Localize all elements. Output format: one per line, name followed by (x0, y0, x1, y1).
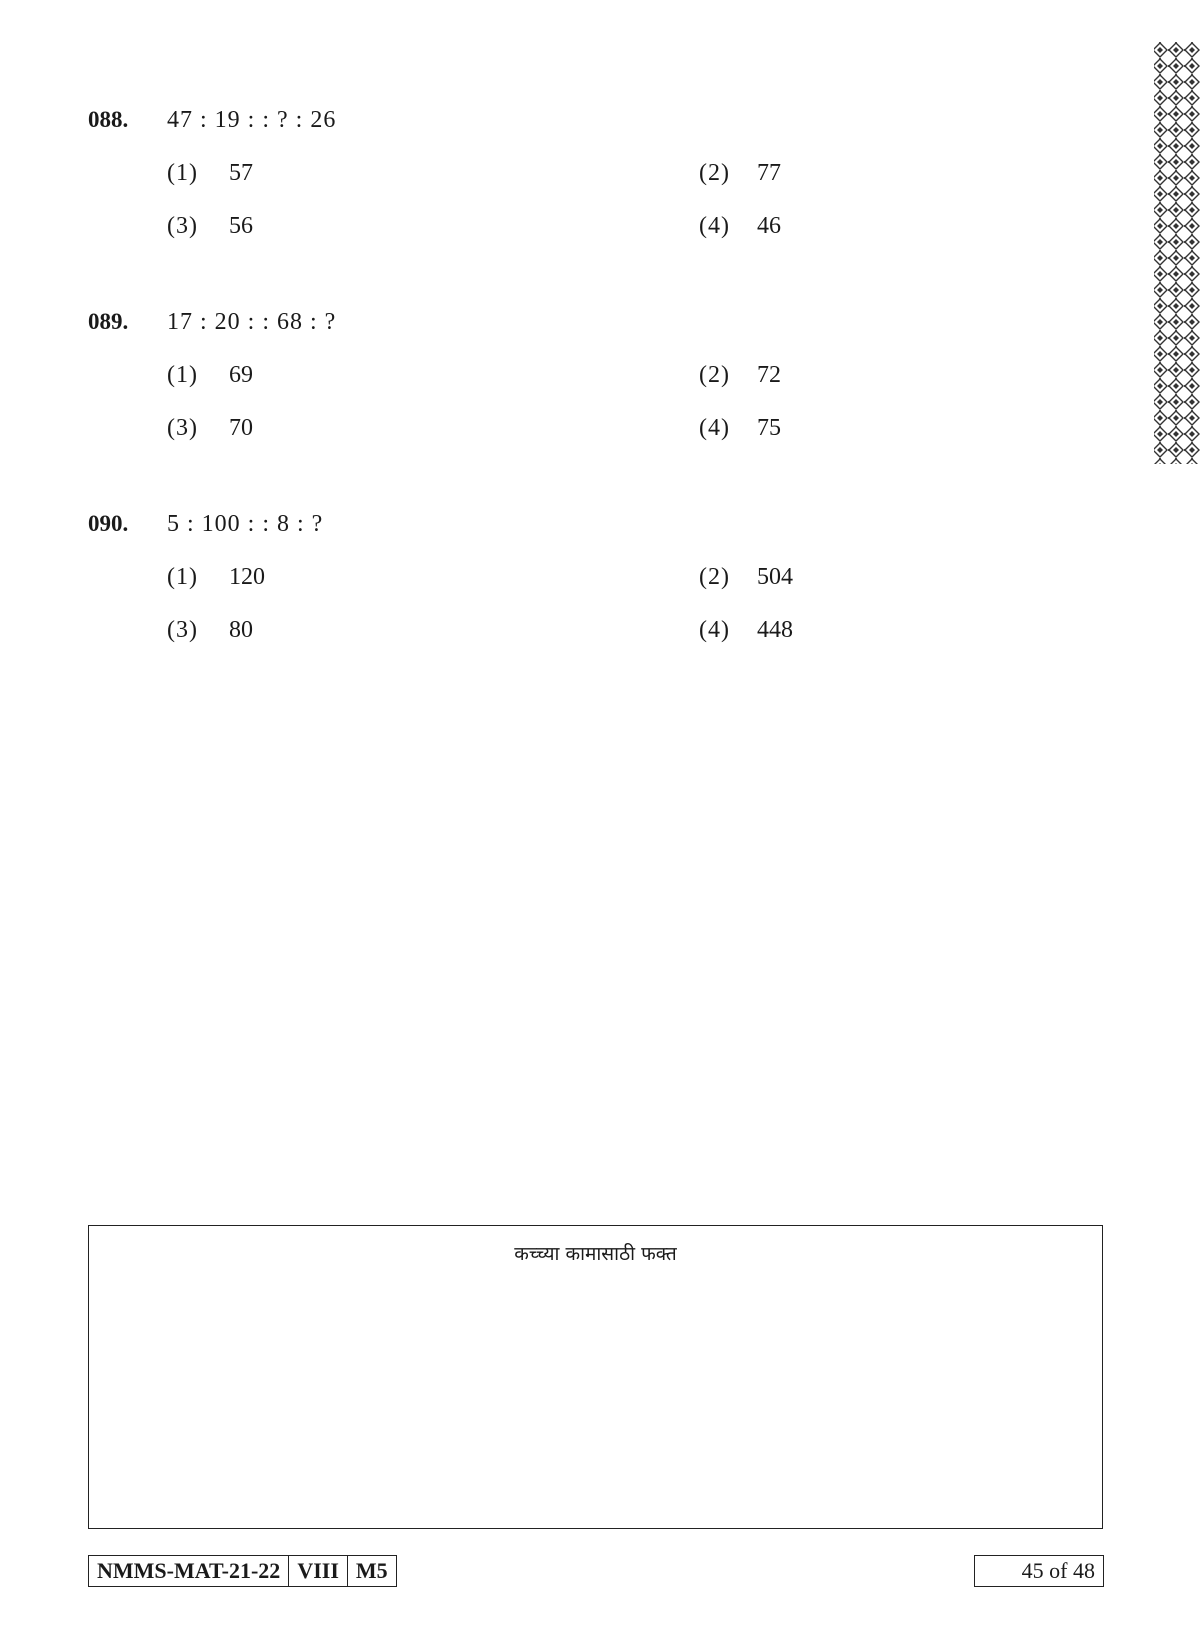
question-number: 088. (88, 107, 129, 132)
option-1[interactable] (167, 563, 265, 591)
option-2[interactable] (699, 563, 793, 591)
paper-code: NMMS-MAT-21-22 (97, 1558, 281, 1583)
option-value: 80 (229, 617, 253, 643)
option-value: 75 (757, 415, 781, 441)
side-ornament-border (1152, 42, 1200, 464)
rough-work-box (88, 1225, 1103, 1529)
option-number: (1) (167, 362, 198, 388)
question-number: 090. (88, 511, 129, 536)
option-value: 72 (757, 362, 781, 388)
option-value: 46 (757, 213, 781, 239)
option-value: 448 (757, 617, 793, 643)
option-1[interactable] (167, 361, 253, 389)
option-value: 57 (229, 160, 253, 186)
option-number: (2) (699, 564, 730, 590)
class-code: VIII (288, 1556, 347, 1586)
option-number: (4) (699, 617, 730, 643)
option-value: 504 (757, 564, 793, 590)
option-3[interactable] (167, 414, 253, 442)
option-value: 120 (229, 564, 265, 590)
option-value: 69 (229, 362, 253, 388)
option-4[interactable] (699, 616, 793, 644)
option-number: (3) (167, 617, 198, 643)
option-number: (3) (167, 415, 198, 441)
option-number: (3) (167, 213, 198, 239)
option-value: 70 (229, 415, 253, 441)
option-2[interactable] (699, 159, 781, 187)
option-4[interactable] (699, 212, 781, 240)
page-number: 45 of 48 (974, 1555, 1104, 1587)
option-3[interactable] (167, 616, 253, 644)
option-number: (4) (699, 415, 730, 441)
option-value: 56 (229, 213, 253, 239)
rough-work-label: कच्च्या कामासाठी फक्त (514, 1243, 677, 1265)
option-4[interactable] (699, 414, 781, 442)
set-code: M5 (347, 1556, 396, 1586)
option-number: (4) (699, 213, 730, 239)
question-number: 089. (88, 309, 129, 334)
option-value: 77 (757, 160, 781, 186)
question-text: 5 : 100 : : 8 : ? (167, 511, 324, 537)
option-1[interactable] (167, 159, 253, 187)
option-3[interactable] (167, 212, 253, 240)
option-number: (2) (699, 160, 730, 186)
paper-code-box (88, 1555, 397, 1587)
question-text: 47 : 19 : : ? : 26 (167, 107, 337, 133)
question-text: 17 : 20 : : 68 : ? (167, 309, 337, 335)
option-number: (1) (167, 564, 198, 590)
option-number: (1) (167, 160, 198, 186)
option-2[interactable] (699, 361, 781, 389)
option-number: (2) (699, 362, 730, 388)
